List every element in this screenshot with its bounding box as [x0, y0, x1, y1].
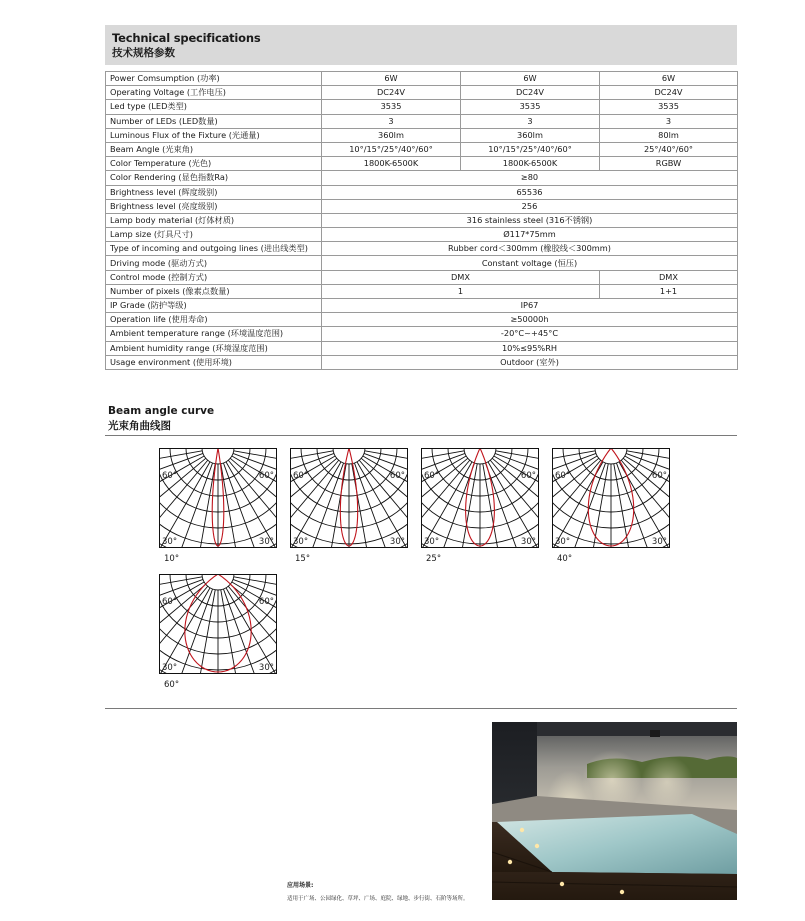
grid-ray [314, 464, 346, 548]
spec-label: Type of incoming and outgoing lines (进出线类型) [106, 242, 322, 256]
spec-value: 1+1 [600, 284, 738, 298]
spec-value: 6W [461, 72, 600, 86]
spec-value: 3535 [322, 100, 461, 114]
beam-angle-label: 25° [426, 554, 442, 564]
spec-value: 1 [322, 284, 600, 298]
spec-row [106, 284, 738, 298]
spec-label: Ambient humidity range (环境湿度范围) [106, 341, 322, 355]
spec-header-bar [105, 25, 737, 65]
spec-row [106, 100, 738, 114]
grid-ray [221, 590, 253, 674]
spec-row [106, 199, 738, 213]
spec-row [106, 228, 738, 242]
grid-ray [625, 456, 670, 548]
beam-polar-chart [159, 574, 277, 674]
spec-value: DMX [322, 270, 600, 284]
spec-value: DC24V [322, 86, 461, 100]
divider [105, 708, 737, 709]
grid-ray [614, 464, 646, 548]
spec-value: -20°C~+45°C [322, 327, 738, 341]
spec-label: Power Comsumption (功率) [106, 72, 322, 86]
grid-ray [445, 464, 477, 548]
spec-value: Rubber cord＜300mm (橡胶线＜300mm) [322, 242, 738, 256]
angle-tick-label: 60° [258, 597, 274, 607]
spec-title-cn: 技术规格参数 [112, 47, 175, 59]
spec-value: DC24V [461, 86, 600, 100]
spec-value: 65536 [322, 185, 738, 199]
grid-ray [352, 464, 384, 548]
divider [105, 435, 737, 436]
spec-row [106, 142, 738, 156]
spec-label: Driving mode (驱动方式) [106, 256, 322, 270]
angle-tick-label: 60° [389, 471, 405, 481]
spec-value: 256 [322, 199, 738, 213]
spec-value: Outdoor (室外) [322, 355, 738, 369]
spec-value: 1800K-6500K [461, 157, 600, 171]
spec-value: 6W [600, 72, 738, 86]
beam-title-cn: 光束角曲线图 [108, 420, 171, 432]
spec-value: 25°/40°/60° [600, 142, 738, 156]
beam-angle-label: 15° [295, 554, 311, 564]
angle-tick-label: 60° [651, 471, 667, 481]
spec-value: IP67 [322, 299, 738, 313]
spec-value: 3535 [461, 100, 600, 114]
grid-ray [232, 582, 277, 674]
angle-tick-label: 30° [162, 663, 178, 673]
spec-label: Operating Voltage (工作电压) [106, 86, 322, 100]
spec-title-en: Technical specifications [112, 31, 261, 45]
beam-angle-label: 60° [164, 680, 180, 690]
spec-value: 360lm [461, 128, 600, 142]
angle-tick-label: 60° [162, 471, 178, 481]
spec-row [106, 341, 738, 355]
spec-value: 10°/15°/25°/40°/60° [322, 142, 461, 156]
spec-value: RGBW [600, 157, 738, 171]
grid-ray [576, 464, 608, 548]
angle-tick-label: 60° [520, 471, 536, 481]
spec-row [106, 256, 738, 270]
beam-section-title [108, 405, 214, 433]
spec-value: 3535 [600, 100, 738, 114]
spec-value: 6W [322, 72, 461, 86]
spec-label: Led type (LED类型) [106, 100, 322, 114]
grid-ray [494, 456, 539, 548]
grid-ray [232, 456, 277, 548]
spec-value: 10°/15°/25°/40°/60° [461, 142, 600, 156]
angle-tick-label: 60° [293, 471, 309, 481]
spec-row [106, 242, 738, 256]
spec-label: IP Grade (防护等级) [106, 299, 322, 313]
beam-angle-label: 40° [557, 554, 573, 564]
spec-value: 3 [600, 114, 738, 128]
spec-row [106, 157, 738, 171]
grid-ray [183, 464, 215, 548]
spec-row [106, 185, 738, 199]
spec-row [106, 213, 738, 227]
beam-angle-label: 10° [164, 554, 180, 564]
spec-value: DMX [600, 270, 738, 284]
spec-label: Number of pixels (像素点数量) [106, 284, 322, 298]
grid-ray [363, 456, 408, 548]
spec-value: 3 [322, 114, 461, 128]
spec-row [106, 114, 738, 128]
spec-value: 3 [461, 114, 600, 128]
angle-tick-label: 60° [258, 471, 274, 481]
spec-row [106, 86, 738, 100]
grid-ray [483, 464, 515, 548]
spec-row [106, 128, 738, 142]
spec-label: Ambient temperature range (环境温度范围) [106, 327, 322, 341]
angle-tick-label: 60° [555, 471, 571, 481]
grid-ray [552, 456, 597, 548]
pool-night-scene-photo [492, 722, 737, 900]
spec-value: ≥50000h [322, 313, 738, 327]
spec-label: Beam Angle (光束角) [106, 142, 322, 156]
angle-tick-label: 30° [651, 537, 667, 547]
spec-value: Ø117*75mm [322, 228, 738, 242]
angle-tick-label: 30° [293, 537, 309, 547]
spec-label: Lamp body material (灯体材质) [106, 213, 322, 227]
spec-value: ≥80 [322, 171, 738, 185]
angle-tick-label: 30° [520, 537, 536, 547]
spec-row [106, 327, 738, 341]
spec-table [105, 71, 738, 370]
angle-tick-label: 30° [424, 537, 440, 547]
angle-tick-label: 60° [424, 471, 440, 481]
spec-value: Constant voltage (恒压) [322, 256, 738, 270]
spec-label: Brightness level (亮度级别) [106, 199, 322, 213]
spec-value: 316 stainless steel (316不锈钢) [322, 213, 738, 227]
spec-value: 360lm [322, 128, 461, 142]
spec-label: Luminous Flux of the Fixture (光通量) [106, 128, 322, 142]
angle-tick-label: 30° [389, 537, 405, 547]
grid-ray [159, 456, 204, 548]
spec-label: Lamp size (灯具尺寸) [106, 228, 322, 242]
spec-row [106, 171, 738, 185]
spec-label: Brightness level (辉度级别) [106, 185, 322, 199]
beam-polar-chart [421, 448, 539, 548]
angle-tick-label: 30° [258, 537, 274, 547]
grid-ray [421, 456, 466, 548]
application-text: 适用于广场、公园绿化、草坪、广场、庭院、绿地、步行街、石阶等场所。 [287, 896, 469, 902]
spec-row [106, 355, 738, 369]
angle-tick-label: 30° [258, 663, 274, 673]
beam-title-en: Beam angle curve [108, 405, 215, 417]
angle-tick-label: 60° [162, 597, 178, 607]
spec-value: 1800K-6500K [322, 157, 461, 171]
spec-label: Control mode (控制方式) [106, 270, 322, 284]
beam-polar-chart [552, 448, 670, 548]
beam-polar-chart [290, 448, 408, 548]
spec-label: Usage environment (使用环境) [106, 355, 322, 369]
spec-value: 10%≤95%RH [322, 341, 738, 355]
spec-label: Number of LEDs (LED数量) [106, 114, 322, 128]
grid-ray [290, 456, 335, 548]
application-title: 应用场景: [287, 882, 314, 889]
grid-ray [159, 582, 204, 674]
spec-value: 80lm [600, 128, 738, 142]
spec-label: Operation life (使用寿命) [106, 313, 322, 327]
spec-value: DC24V [600, 86, 738, 100]
spec-row [106, 299, 738, 313]
spec-label: Color Rendering (显色指数Ra) [106, 171, 322, 185]
spec-label: Color Temperature (光色) [106, 157, 322, 171]
beam-polar-chart [159, 448, 277, 548]
angle-tick-label: 30° [555, 537, 571, 547]
angle-tick-label: 30° [162, 537, 178, 547]
grid-ray [183, 590, 215, 674]
spec-row [106, 313, 738, 327]
spec-row [106, 72, 738, 86]
grid-ray [221, 464, 253, 548]
spec-row [106, 270, 738, 284]
